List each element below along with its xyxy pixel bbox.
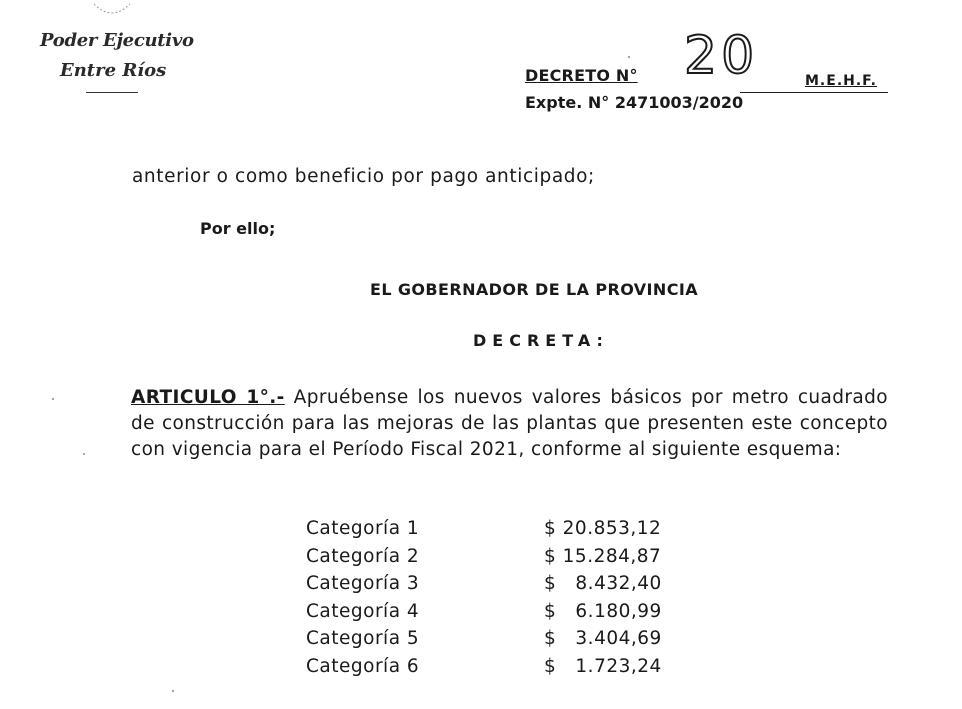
category-name: Categoría 3 bbox=[306, 573, 420, 594]
decreta-heading: DECRETA: bbox=[473, 331, 609, 350]
scan-speck bbox=[628, 56, 630, 58]
category-row bbox=[306, 628, 662, 656]
article-1 bbox=[131, 385, 888, 463]
category-name: Categoría 4 bbox=[306, 600, 420, 622]
article-1-label: ARTICULO 1°.- bbox=[131, 387, 285, 408]
letterhead-poder-ejecutivo: Poder Ejecutivo bbox=[40, 30, 194, 51]
category-value: $ 6.180,99 bbox=[544, 600, 662, 622]
category-row bbox=[306, 518, 662, 546]
scan-speck bbox=[172, 690, 174, 692]
scan-speck bbox=[52, 398, 54, 400]
letterhead-underline bbox=[86, 92, 138, 93]
header-underline bbox=[740, 92, 888, 93]
category-name: Categoría 5 bbox=[306, 628, 420, 649]
categories-table bbox=[306, 518, 662, 683]
authority-heading: EL GOBERNADOR DE LA PROVINCIA bbox=[370, 280, 698, 299]
ministry-code: M.E.H.F. bbox=[805, 73, 877, 89]
decreto-number-stamp: 20 bbox=[684, 26, 759, 86]
category-row bbox=[306, 601, 662, 629]
por-ello-heading: Por ello; bbox=[200, 219, 276, 238]
expediente-number: Expte. N° 2471003/2020 bbox=[525, 93, 744, 112]
article-1-text: Apruébense los nuevos valores básicos por metro cuadrado de construcción para las mejoras de las plantas que presenten este concepto con vigencia para el Período Fiscal 2021, conforme al siguiente esquema: bbox=[131, 387, 889, 460]
category-value: $ 3.404,69 bbox=[544, 628, 662, 649]
category-row bbox=[306, 573, 662, 601]
continuation-text: anterior o como beneficio por pago anticipado; bbox=[132, 166, 595, 187]
category-value: $ 20.853,12 bbox=[544, 518, 662, 539]
category-name: Categoría 1 bbox=[306, 518, 420, 539]
category-value: $ 1.723,24 bbox=[544, 655, 662, 677]
letterhead-entre-rios: Entre Ríos bbox=[60, 60, 167, 81]
category-value: $ 15.284,87 bbox=[544, 545, 662, 567]
category-name: Categoría 2 bbox=[306, 545, 420, 567]
decreto-label: DECRETO N° bbox=[525, 66, 638, 85]
category-value: $ 8.432,40 bbox=[544, 573, 662, 594]
category-row bbox=[306, 656, 662, 684]
scan-speck bbox=[83, 453, 85, 455]
category-name: Categoría 6 bbox=[306, 655, 420, 677]
category-row bbox=[306, 546, 662, 574]
seal-fragment bbox=[92, 0, 132, 22]
